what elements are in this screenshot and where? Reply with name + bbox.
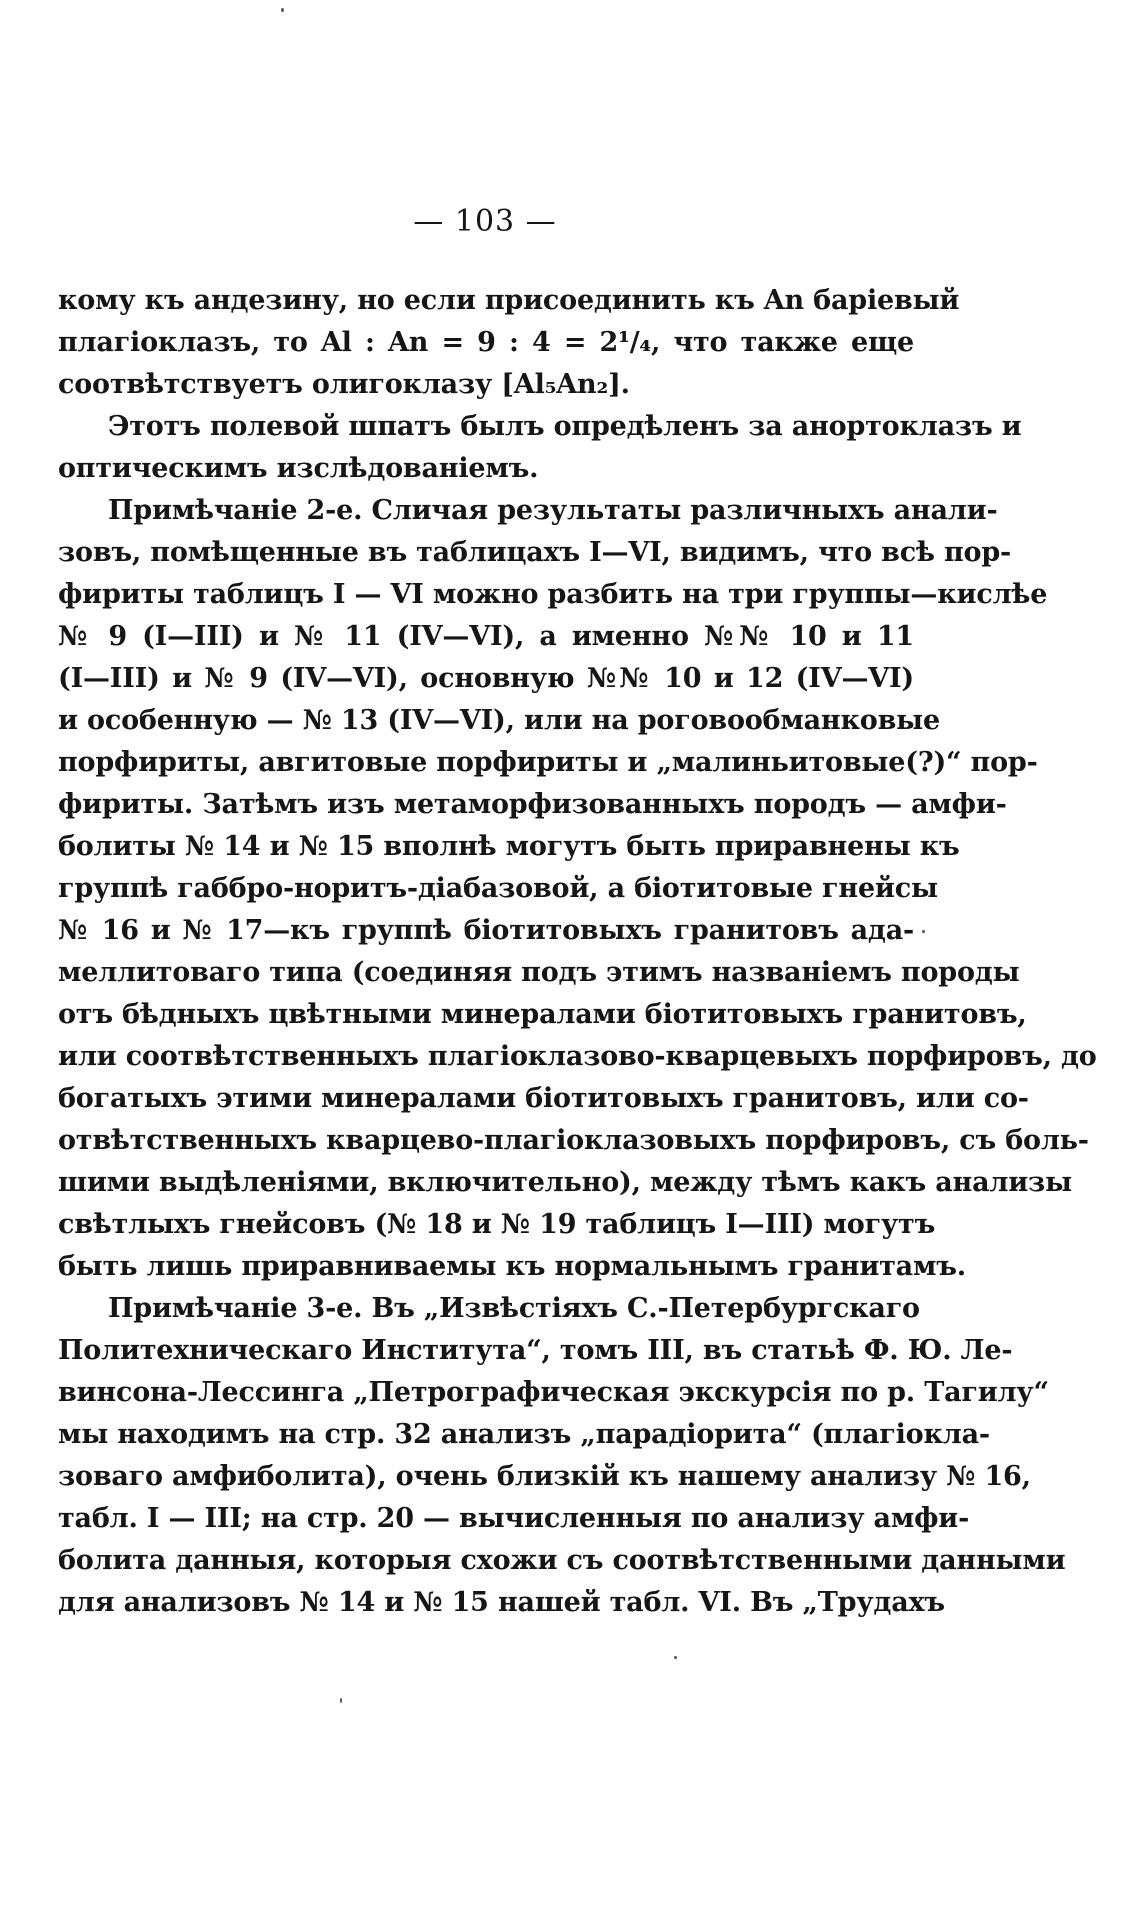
text-line: Этотъ полевой шпатъ былъ опредѣленъ за анортоклазъ и (108, 411, 1022, 442)
text-line: (I—III) и № 9 (IV—VI), основную №№ 10 и 12 (IV—VI) (58, 663, 914, 694)
text-line: группѣ габбро-норитъ-діабазовой, а біотитовые гнейсы (58, 873, 938, 904)
text-line: кому къ андезину, но если присоединить къ An баріевый (58, 285, 960, 316)
text-line: мы находимъ на стр. 32 анализъ „парадіорита“ (плагіокла- (58, 1419, 990, 1450)
text-line: отъ бѣдныхъ цвѣтными минералами біотитовыхъ гранитовъ, (58, 999, 1027, 1030)
text-line: болита данныя, которыя схожи съ соотвѣтственными данными (58, 1545, 1066, 1576)
text-line: № 16 и № 17—къ группѣ біотитовыхъ гранитовъ ада- (58, 915, 914, 946)
text-line: Примѣчаніе 3-е. Въ „Извѣстіяхъ С.-Петербургскаго (108, 1293, 920, 1324)
page-number: — 103 — (413, 204, 557, 239)
scan-speck (922, 930, 925, 933)
text-line: табл. I — III; на стр. 20 — вычисленныя по анализу амфи- (58, 1503, 970, 1534)
body-text (58, 280, 1097, 1624)
text-line: свѣтлыхъ гнейсовъ (№ 18 и № 19 таблицъ I—III) могутъ (58, 1209, 936, 1240)
text-line: или соотвѣтственныхъ плагіоклазово-кварцевыхъ порфировъ, до (58, 1041, 1097, 1072)
scan-speck (674, 1656, 677, 1659)
paragraph-continuation (58, 280, 960, 406)
scan-speck (340, 1698, 342, 1703)
text-line: винсона-Лессинга „Петрографическая экскурсія по р. Тагилу“ (58, 1377, 1049, 1408)
text-line: меллитоваго типа (соединяя подъ этимъ названіемъ породы (58, 957, 1020, 988)
text-line: фириты таблицъ I — VI можно разбить на три группы—кислѣе (58, 579, 1048, 610)
text-line: зовъ, помѣщенные въ таблицахъ I—VI, видимъ, что всѣ пор- (58, 537, 1012, 568)
text-line: фириты. Затѣмъ изъ метаморфизованныхъ породъ — амфи- (58, 789, 1007, 820)
paragraph-note-2 (58, 490, 1097, 1288)
text-line: отвѣтственныхъ кварцево-плагіоклазовыхъ порфировъ, съ боль- (58, 1125, 1089, 1156)
text-line: плагіоклазъ, то Al : An = 9 : 4 = 2¹/₄, что также еще (58, 327, 914, 358)
text-line: Примѣчаніе 2-е. Сличая результаты различныхъ анали- (108, 495, 998, 526)
text-line: Политехническаго Института“, томъ III, въ статьѣ Ф. Ю. Ле- (58, 1335, 1013, 1366)
text-line: шими выдѣленіями, включительно), между тѣмъ какъ анализы (58, 1167, 1072, 1198)
text-line: соотвѣтствуетъ олигоклазу [Al₅An₂]. (58, 369, 630, 400)
paragraph-note-3 (58, 1288, 1066, 1624)
text-line: порфириты, авгитовые порфириты и „малиньитовые(?)“ пор- (58, 747, 1038, 778)
text-line: и особенную — № 13 (IV—VI), или на роговообманковые (58, 705, 940, 736)
text-line: зоваго амфиболита), очень близкій къ нашему анализу № 16, (58, 1461, 1031, 1492)
text-line: болиты № 14 и № 15 вполнѣ могутъ быть приравнены къ (58, 831, 960, 862)
text-line: № 9 (I—III) и № 11 (IV—VI), а именно №№ 10 и 11 (58, 621, 914, 652)
text-line: для анализовъ № 14 и № 15 нашей табл. VI. Въ „Трудахъ (58, 1587, 945, 1618)
text-line: быть лишь приравниваемы къ нормальнымъ гранитамъ. (58, 1251, 966, 1282)
paragraph-anorthoclase (58, 406, 1022, 490)
scan-speck (281, 8, 284, 12)
text-line: оптическимъ изслѣдованіемъ. (58, 453, 539, 484)
text-line: богатыхъ этими минералами біотитовыхъ гранитовъ, или со- (58, 1083, 1029, 1114)
